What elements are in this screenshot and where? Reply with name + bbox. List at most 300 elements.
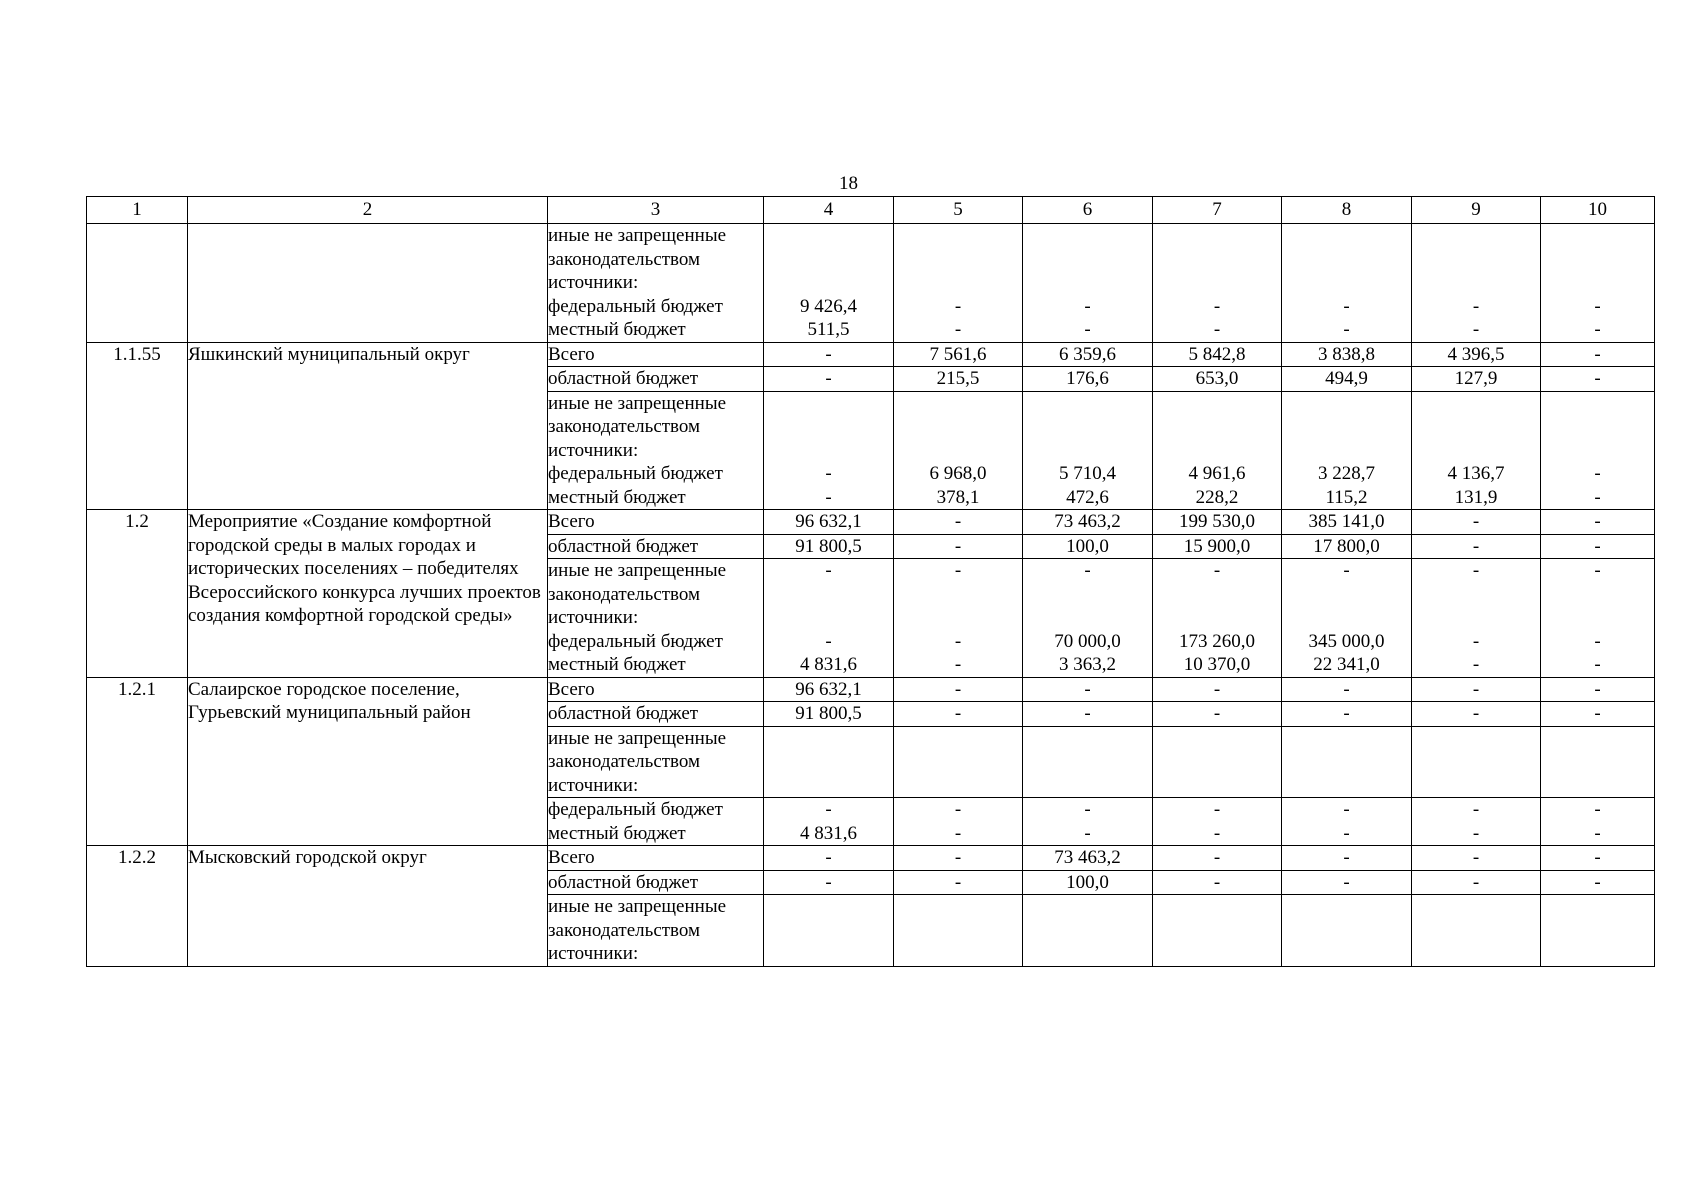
value-cell bbox=[1282, 677, 1412, 702]
value-cell bbox=[1282, 726, 1412, 798]
row-number-cell: 1.1.55 bbox=[87, 342, 188, 510]
value-federal: - bbox=[1472, 799, 1480, 820]
value-spacer bbox=[1023, 224, 1152, 248]
value-cell bbox=[894, 702, 1023, 727]
value-cell bbox=[894, 798, 1023, 846]
value: - bbox=[1594, 535, 1601, 557]
source-label-oblast: областной бюджет bbox=[548, 871, 699, 893]
source-label-federal: федеральный бюджет bbox=[548, 295, 723, 317]
row-name-text: Мысковский городской округ bbox=[188, 847, 427, 868]
value-mestny: - bbox=[1472, 654, 1480, 675]
value-cell bbox=[1541, 367, 1655, 392]
row-name-cell bbox=[188, 846, 548, 967]
value-cell bbox=[894, 677, 1023, 702]
value: 91 800,5 bbox=[795, 535, 862, 557]
value-mestny: 4 831,6 bbox=[800, 654, 857, 675]
budget-source-cell bbox=[548, 846, 764, 871]
page-number: 18 bbox=[839, 173, 858, 194]
value: - bbox=[954, 511, 962, 532]
value-spacer bbox=[894, 248, 1022, 272]
value: - bbox=[1594, 703, 1601, 724]
value-cell bbox=[1412, 846, 1541, 871]
value-cell bbox=[1412, 534, 1541, 559]
value-cell bbox=[1153, 510, 1282, 535]
budget-source-cell bbox=[548, 702, 764, 727]
value-cell bbox=[1412, 677, 1541, 702]
source-label-federal: федеральный бюджет bbox=[548, 630, 723, 652]
value-cell bbox=[1023, 510, 1153, 535]
value-cell bbox=[894, 870, 1023, 895]
value-mestny: - bbox=[1213, 822, 1221, 844]
value-cell bbox=[1023, 798, 1153, 846]
value-mestny: 472,6 bbox=[1066, 486, 1109, 508]
value-spacer bbox=[1023, 583, 1152, 607]
value-spacer bbox=[1023, 439, 1152, 463]
value-cell bbox=[894, 367, 1023, 392]
value-federal: 5 710,4 bbox=[1059, 463, 1116, 484]
value: - bbox=[1472, 535, 1480, 557]
column-header-6: 6 bbox=[1023, 197, 1153, 224]
value-mestny: 115,2 bbox=[1325, 486, 1368, 508]
value-spacer bbox=[894, 583, 1022, 607]
value: - bbox=[954, 535, 962, 557]
value: - bbox=[954, 703, 962, 724]
value-mestny: 131,9 bbox=[1454, 486, 1498, 508]
value-mestny: 511,5 bbox=[807, 319, 850, 340]
source-label-vsego: Всего bbox=[548, 847, 595, 868]
source-label-mestny: местный бюджет bbox=[548, 486, 686, 508]
value-cell bbox=[1282, 391, 1412, 510]
value-spacer bbox=[1282, 439, 1411, 463]
value-cell bbox=[1541, 895, 1655, 967]
value-cell bbox=[1412, 510, 1541, 535]
value-cell bbox=[764, 798, 894, 846]
value-spacer bbox=[894, 415, 1022, 439]
value-spacer bbox=[764, 583, 893, 607]
value-cell bbox=[894, 895, 1023, 967]
value-spacer bbox=[1153, 248, 1281, 272]
value-mestny: 228,2 bbox=[1195, 486, 1239, 508]
value-cell bbox=[1282, 367, 1412, 392]
value-cell bbox=[764, 367, 894, 392]
source-label-inye: иные не запрещенные bbox=[548, 727, 727, 749]
value: - bbox=[1213, 560, 1221, 581]
budget-source-cell bbox=[548, 367, 764, 392]
value-mestny: 22 341,0 bbox=[1313, 654, 1380, 675]
value-mestny: - bbox=[954, 319, 962, 340]
value-federal: - bbox=[954, 630, 962, 652]
value-cell bbox=[1153, 870, 1282, 895]
value-spacer bbox=[1412, 439, 1540, 463]
value-cell bbox=[1023, 846, 1153, 871]
value: - bbox=[1472, 871, 1480, 893]
value-spacer bbox=[764, 248, 893, 272]
row-name-cell bbox=[188, 342, 548, 510]
value: - bbox=[1213, 703, 1221, 724]
value-spacer bbox=[1541, 392, 1654, 416]
column-header-5: 5 bbox=[894, 197, 1023, 224]
source-label-federal: федеральный бюджет bbox=[548, 463, 723, 484]
value-cell bbox=[1153, 342, 1282, 367]
value-federal: - bbox=[954, 799, 962, 820]
value: - bbox=[954, 847, 962, 868]
value-cell bbox=[1023, 726, 1153, 798]
value-cell bbox=[1282, 224, 1412, 343]
value-cell bbox=[1412, 870, 1541, 895]
value-cell bbox=[894, 224, 1023, 343]
value: - bbox=[825, 368, 832, 389]
value-spacer bbox=[1412, 224, 1540, 248]
value-mestny: - bbox=[1084, 319, 1091, 340]
value-spacer bbox=[1412, 248, 1540, 272]
value-cell bbox=[764, 895, 894, 967]
value-federal: - bbox=[1472, 630, 1480, 652]
value-mestny: - bbox=[1594, 319, 1601, 340]
value-federal: - bbox=[1084, 295, 1091, 317]
column-header-2: 2 bbox=[188, 197, 548, 224]
value-spacer bbox=[1282, 224, 1411, 248]
value-cell bbox=[1023, 391, 1153, 510]
value-federal: 4 136,7 bbox=[1447, 463, 1505, 484]
budget-source-cell bbox=[548, 534, 764, 559]
row-name-text: Яшкинский муниципальный округ bbox=[188, 343, 470, 365]
value-spacer bbox=[1541, 606, 1654, 630]
source-label-inye: источники: bbox=[548, 272, 639, 293]
value-cell bbox=[764, 677, 894, 702]
value: 127,9 bbox=[1454, 368, 1498, 389]
value: - bbox=[1084, 703, 1091, 724]
value-cell bbox=[1282, 534, 1412, 559]
value-federal: 4 961,6 bbox=[1188, 463, 1246, 484]
value-spacer bbox=[894, 224, 1022, 248]
value: 17 800,0 bbox=[1313, 535, 1380, 557]
source-label-inye: источники: bbox=[548, 774, 639, 796]
value-spacer bbox=[1282, 415, 1411, 439]
value-spacer bbox=[764, 439, 893, 463]
value-cell bbox=[1153, 702, 1282, 727]
value-cell bbox=[1153, 534, 1282, 559]
value: - bbox=[1594, 847, 1601, 868]
table-row bbox=[87, 510, 1655, 535]
value: 176,6 bbox=[1066, 368, 1109, 389]
value-cell bbox=[1412, 342, 1541, 367]
value-spacer bbox=[894, 271, 1022, 295]
value-mestny: - bbox=[1343, 822, 1350, 844]
value-federal: - bbox=[1084, 799, 1091, 820]
source-label-mestny: местный бюджет bbox=[548, 822, 686, 844]
budget-source-cell bbox=[548, 798, 764, 846]
value: 653,0 bbox=[1195, 368, 1239, 389]
value-cell bbox=[1153, 677, 1282, 702]
value-cell bbox=[1153, 846, 1282, 871]
value-spacer bbox=[1153, 439, 1281, 463]
value-cell bbox=[1153, 895, 1282, 967]
value-spacer bbox=[1541, 271, 1654, 295]
value-cell bbox=[1412, 726, 1541, 798]
source-label-mestny: местный бюджет bbox=[548, 654, 686, 675]
value-federal: - bbox=[1594, 463, 1601, 484]
value-federal: 6 968,0 bbox=[929, 463, 987, 484]
source-label-federal: федеральный бюджет bbox=[548, 799, 723, 820]
value-federal: 345 000,0 bbox=[1308, 630, 1385, 652]
value: - bbox=[954, 678, 962, 700]
value-spacer bbox=[1153, 224, 1281, 248]
value-cell bbox=[1023, 870, 1153, 895]
value-cell bbox=[1153, 367, 1282, 392]
value-spacer bbox=[1282, 248, 1411, 272]
column-header-4: 4 bbox=[764, 197, 894, 224]
value-cell bbox=[764, 702, 894, 727]
value-spacer bbox=[1153, 606, 1281, 630]
value-cell bbox=[1541, 726, 1655, 798]
value: - bbox=[1594, 511, 1601, 532]
budget-source-cell bbox=[548, 870, 764, 895]
value-cell bbox=[1023, 534, 1153, 559]
value-spacer bbox=[764, 224, 893, 248]
column-header-7: 7 bbox=[1153, 197, 1282, 224]
value: 215,5 bbox=[936, 368, 980, 389]
table-header-row bbox=[87, 197, 1655, 224]
value: - bbox=[1472, 678, 1480, 700]
value-spacer bbox=[1541, 248, 1654, 272]
value-cell bbox=[894, 534, 1023, 559]
source-label-oblast: областной бюджет bbox=[548, 535, 699, 557]
source-label-inye: законодательством bbox=[548, 919, 701, 941]
value-cell bbox=[1023, 677, 1153, 702]
value-spacer bbox=[764, 606, 893, 630]
value-cell bbox=[894, 342, 1023, 367]
value: - bbox=[1343, 678, 1350, 700]
source-label-inye: законодательством bbox=[548, 751, 701, 772]
value: 385 141,0 bbox=[1308, 511, 1385, 532]
value-mestny: 4 831,6 bbox=[800, 822, 857, 844]
value-federal: - bbox=[1472, 295, 1480, 317]
source-label-inye: законодательством bbox=[548, 248, 701, 270]
budget-table bbox=[86, 196, 1655, 967]
value-cell bbox=[1282, 342, 1412, 367]
value: - bbox=[1213, 847, 1221, 868]
value: 100,0 bbox=[1066, 871, 1109, 893]
value-cell bbox=[764, 534, 894, 559]
source-label-inye: иные не запрещенные bbox=[548, 225, 727, 246]
value-mestny: - bbox=[954, 654, 962, 675]
value-spacer bbox=[1282, 583, 1411, 607]
value-cell bbox=[1153, 798, 1282, 846]
value-mestny: - bbox=[825, 486, 832, 508]
value-federal: 70 000,0 bbox=[1054, 630, 1121, 652]
row-name-cell bbox=[188, 677, 548, 846]
value-cell bbox=[1282, 559, 1412, 678]
value-federal: - bbox=[954, 295, 962, 317]
value: 7 561,6 bbox=[929, 343, 987, 365]
column-header-3: 3 bbox=[548, 197, 764, 224]
source-label-vsego: Всего bbox=[548, 678, 595, 700]
value-mestny: - bbox=[1594, 822, 1601, 844]
value-spacer bbox=[1023, 415, 1152, 439]
source-label-inye: иные не запрещенные bbox=[548, 560, 727, 581]
value-cell bbox=[764, 224, 894, 343]
value-cell bbox=[1541, 510, 1655, 535]
value: - bbox=[1343, 847, 1350, 868]
value-cell bbox=[1023, 702, 1153, 727]
value-spacer bbox=[1153, 415, 1281, 439]
value-federal: 9 426,4 bbox=[800, 295, 857, 317]
value: 96 632,1 bbox=[795, 511, 862, 532]
column-header-1: 1 bbox=[87, 197, 188, 224]
value: 5 842,8 bbox=[1188, 343, 1246, 365]
source-label-oblast: областной бюджет bbox=[548, 368, 699, 389]
value-spacer bbox=[1153, 271, 1281, 295]
value-spacer bbox=[1541, 583, 1654, 607]
value-cell bbox=[1023, 367, 1153, 392]
value-federal: - bbox=[825, 463, 832, 484]
column-header-8: 8 bbox=[1282, 197, 1412, 224]
value-spacer bbox=[1412, 415, 1540, 439]
value-spacer bbox=[1153, 392, 1281, 416]
value-mestny: - bbox=[1213, 319, 1221, 340]
value-cell bbox=[1412, 367, 1541, 392]
budget-source-cell bbox=[548, 391, 764, 510]
value: - bbox=[1343, 703, 1350, 724]
value-spacer bbox=[764, 392, 893, 416]
value-cell bbox=[1412, 798, 1541, 846]
value-federal: 173 260,0 bbox=[1179, 630, 1255, 652]
budget-source-cell bbox=[548, 559, 764, 678]
value-mestny: - bbox=[1594, 654, 1601, 675]
value-cell bbox=[1282, 846, 1412, 871]
table-row bbox=[87, 677, 1655, 702]
value: 4 396,5 bbox=[1447, 343, 1505, 365]
value-mestny: 10 370,0 bbox=[1183, 654, 1251, 675]
source-label-inye: законодательством bbox=[548, 583, 701, 605]
source-label-inye: законодательством bbox=[548, 416, 701, 437]
value: - bbox=[1594, 560, 1601, 581]
value-spacer bbox=[894, 392, 1022, 416]
value-cell bbox=[764, 726, 894, 798]
budget-source-cell bbox=[548, 342, 764, 367]
value-cell bbox=[1153, 391, 1282, 510]
value: 96 632,1 bbox=[795, 678, 862, 700]
value-cell bbox=[1153, 559, 1282, 678]
value-cell bbox=[764, 510, 894, 535]
value-spacer bbox=[1412, 583, 1540, 607]
value-cell bbox=[1541, 846, 1655, 871]
column-header-10: 10 bbox=[1541, 197, 1655, 224]
value: - bbox=[954, 560, 962, 581]
value-cell bbox=[894, 726, 1023, 798]
value-federal: - bbox=[1213, 799, 1221, 820]
column-header-9: 9 bbox=[1412, 197, 1541, 224]
value: 3 838,8 bbox=[1318, 343, 1375, 365]
value: 91 800,5 bbox=[795, 703, 862, 724]
value: 73 463,2 bbox=[1054, 847, 1121, 868]
value-cell bbox=[894, 510, 1023, 535]
value: - bbox=[1343, 560, 1350, 581]
table-row bbox=[87, 846, 1655, 871]
budget-source-cell bbox=[548, 895, 764, 967]
budget-source-cell bbox=[548, 224, 764, 343]
budget-source-cell bbox=[548, 510, 764, 535]
row-name-cell bbox=[188, 510, 548, 678]
budget-source-cell bbox=[548, 677, 764, 702]
source-label-oblast: областной бюджет bbox=[548, 703, 699, 724]
row-number-cell bbox=[87, 224, 188, 343]
value-spacer bbox=[894, 606, 1022, 630]
table-row bbox=[87, 342, 1655, 367]
value-cell bbox=[1541, 224, 1655, 343]
value-cell bbox=[1282, 870, 1412, 895]
value-cell bbox=[1282, 895, 1412, 967]
value-cell bbox=[1153, 726, 1282, 798]
value-cell bbox=[894, 559, 1023, 678]
row-number-cell: 1.2 bbox=[87, 510, 188, 678]
value-spacer bbox=[1282, 606, 1411, 630]
source-label-inye: источники: bbox=[548, 943, 639, 964]
value-spacer bbox=[764, 415, 893, 439]
value-spacer bbox=[1023, 248, 1152, 272]
value-spacer bbox=[1023, 606, 1152, 630]
row-name-text: Мероприятие «Создание комфортной городской среды в малых городах и исторических поселениях – победителях Всероссийского конкурса лучших проектов создания комфортной городской среды» bbox=[188, 511, 541, 626]
value-spacer bbox=[1023, 271, 1152, 295]
value: - bbox=[825, 871, 832, 893]
value: - bbox=[1084, 560, 1091, 581]
value-spacer bbox=[764, 271, 893, 295]
source-label-vsego: Всего bbox=[548, 343, 595, 365]
value: - bbox=[1594, 678, 1601, 700]
value-mestny: 378,1 bbox=[936, 486, 980, 508]
value: - bbox=[1213, 871, 1221, 893]
value-cell bbox=[1541, 702, 1655, 727]
value: - bbox=[1213, 678, 1221, 700]
value-spacer bbox=[1541, 224, 1654, 248]
value: - bbox=[1472, 560, 1480, 581]
value-mestny: - bbox=[1084, 822, 1091, 844]
value-cell bbox=[764, 391, 894, 510]
value: - bbox=[1472, 847, 1480, 868]
value-federal: - bbox=[825, 630, 832, 652]
value-cell bbox=[1412, 391, 1541, 510]
value-cell bbox=[1023, 224, 1153, 343]
value-mestny: - bbox=[1472, 319, 1480, 340]
value: - bbox=[1343, 871, 1350, 893]
value-cell bbox=[1412, 559, 1541, 678]
value: - bbox=[1594, 871, 1601, 893]
value-cell bbox=[1412, 224, 1541, 343]
value: - bbox=[954, 871, 962, 893]
value-cell bbox=[1541, 798, 1655, 846]
value-spacer bbox=[1412, 606, 1540, 630]
value-cell bbox=[764, 846, 894, 871]
row-number-cell: 1.2.1 bbox=[87, 677, 188, 846]
row-name-cell bbox=[188, 224, 548, 343]
value-cell bbox=[1412, 702, 1541, 727]
source-label-inye: иные не запрещенные bbox=[548, 392, 727, 414]
value-cell bbox=[1023, 559, 1153, 678]
value: - bbox=[1084, 678, 1091, 700]
value-cell bbox=[1541, 559, 1655, 678]
value-federal: - bbox=[1594, 630, 1601, 652]
value-federal: - bbox=[1343, 799, 1350, 820]
row-number-cell: 1.2.2 bbox=[87, 846, 188, 967]
value-cell bbox=[1282, 510, 1412, 535]
budget-source-cell bbox=[548, 726, 764, 798]
value: 199 530,0 bbox=[1179, 511, 1255, 532]
value-federal: - bbox=[1594, 799, 1601, 820]
table-row bbox=[87, 224, 1655, 343]
value-spacer bbox=[1023, 392, 1152, 416]
value-mestny: - bbox=[1594, 486, 1601, 508]
value: 15 900,0 bbox=[1183, 535, 1251, 557]
